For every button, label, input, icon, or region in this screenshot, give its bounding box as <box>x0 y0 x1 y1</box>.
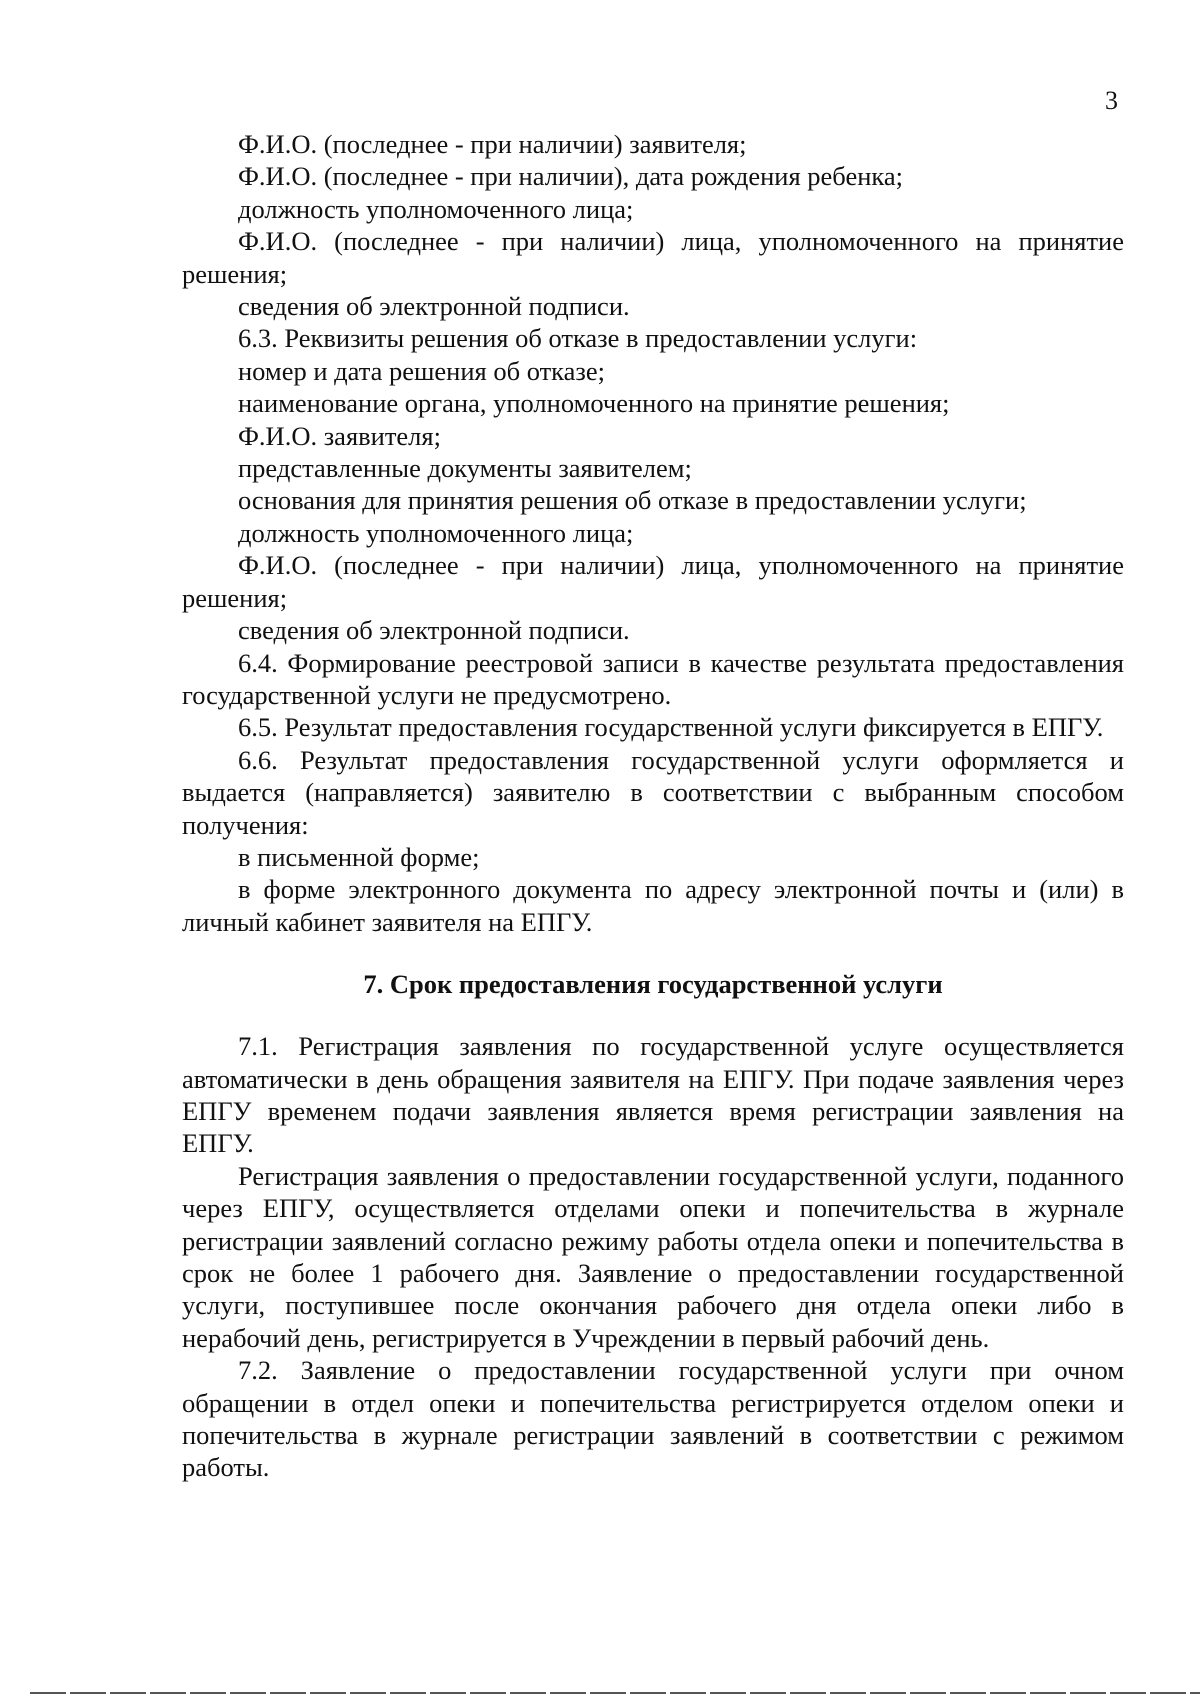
paragraph: представленные документы заявителем; <box>238 453 692 484</box>
paragraph: основания для принятия решения об отказе в предоставлении услуги; <box>238 485 1027 516</box>
paragraph: Ф.И.О. (последнее - при наличии) лица, уполномоченного на принятие решения; <box>182 550 1124 613</box>
paragraph: в форме электронного документа по адресу электронной почты и (или) в личный кабинет заявителя на ЕПГУ. <box>182 874 1124 937</box>
paragraph: Ф.И.О. (последнее - при наличии) заявителя; <box>238 129 747 159</box>
paragraph: сведения об электронной подписи. <box>238 615 630 646</box>
document-body <box>182 128 1124 1484</box>
paragraph: номер и дата решения об отказе; <box>238 355 606 386</box>
paragraph: 6.6. Результат предоставления государственной услуги оформляется и выдается (направляется) заявителю в соответствии с выбранным способом получения: <box>182 744 1124 840</box>
paragraph: Ф.И.О. (последнее - при наличии), дата рождения ребенка; <box>238 161 903 192</box>
paragraph: 7.1. Регистрация заявления по государственной услуге осуществляется автоматически в день обращения заявителя на ЕПГУ. При подаче заявления через ЕПГУ временем подачи заявления является время регистрации заявления на ЕПГУ. <box>182 1031 1124 1159</box>
paragraph: 6.5. Результат предоставления государственной услуги фиксируется в ЕПГУ. <box>238 712 1104 743</box>
paragraph: наименование органа, уполномоченного на принятие решения; <box>238 388 950 419</box>
paragraph: должность уполномоченного лица; <box>238 193 634 224</box>
paragraph: 7.2. Заявление о предоставлении государственной услуги при очном обращении в отдел опеки и попечительства регистрируется отделом опеки и попечительства в журнале регистрации заявлений в соответствии с режимом работы. <box>182 1355 1124 1483</box>
section-heading: 7. Срок предоставления государственной услуги <box>363 969 943 1000</box>
page-number: 3 <box>1105 86 1118 115</box>
paragraph: Регистрация заявления о предоставлении государственной услуги, поданного через ЕПГУ, осуществляется отделами опеки и попечительства в журнале регистрации заявлений согласно режиму работы отдела опеки и попечительства в срок не более 1 рабочего дня. Заявление о предоставлении государственной услуги, поступившее после окончания рабочего дня отдела опеки либо в нерабочий день, регистрируется в Учреждении в первый рабочий день. <box>182 1160 1124 1353</box>
paragraph: Ф.И.О. (последнее - при наличии) лица, уполномоченного на принятие решения; <box>182 226 1124 289</box>
page-bottom-edge <box>30 1692 1200 1694</box>
paragraph: в письменной форме; <box>238 841 480 872</box>
paragraph: 6.4. Формирование реестровой записи в качестве результата предоставления государственной услуги не предусмотрено. <box>182 647 1124 710</box>
paragraph: должность уполномоченного лица; <box>238 517 634 548</box>
paragraph: сведения об электронной подписи. <box>238 291 630 322</box>
paragraph: 6.3. Реквизиты решения об отказе в предоставлении услуги: <box>238 323 918 354</box>
paragraph: Ф.И.О. заявителя; <box>238 420 441 451</box>
